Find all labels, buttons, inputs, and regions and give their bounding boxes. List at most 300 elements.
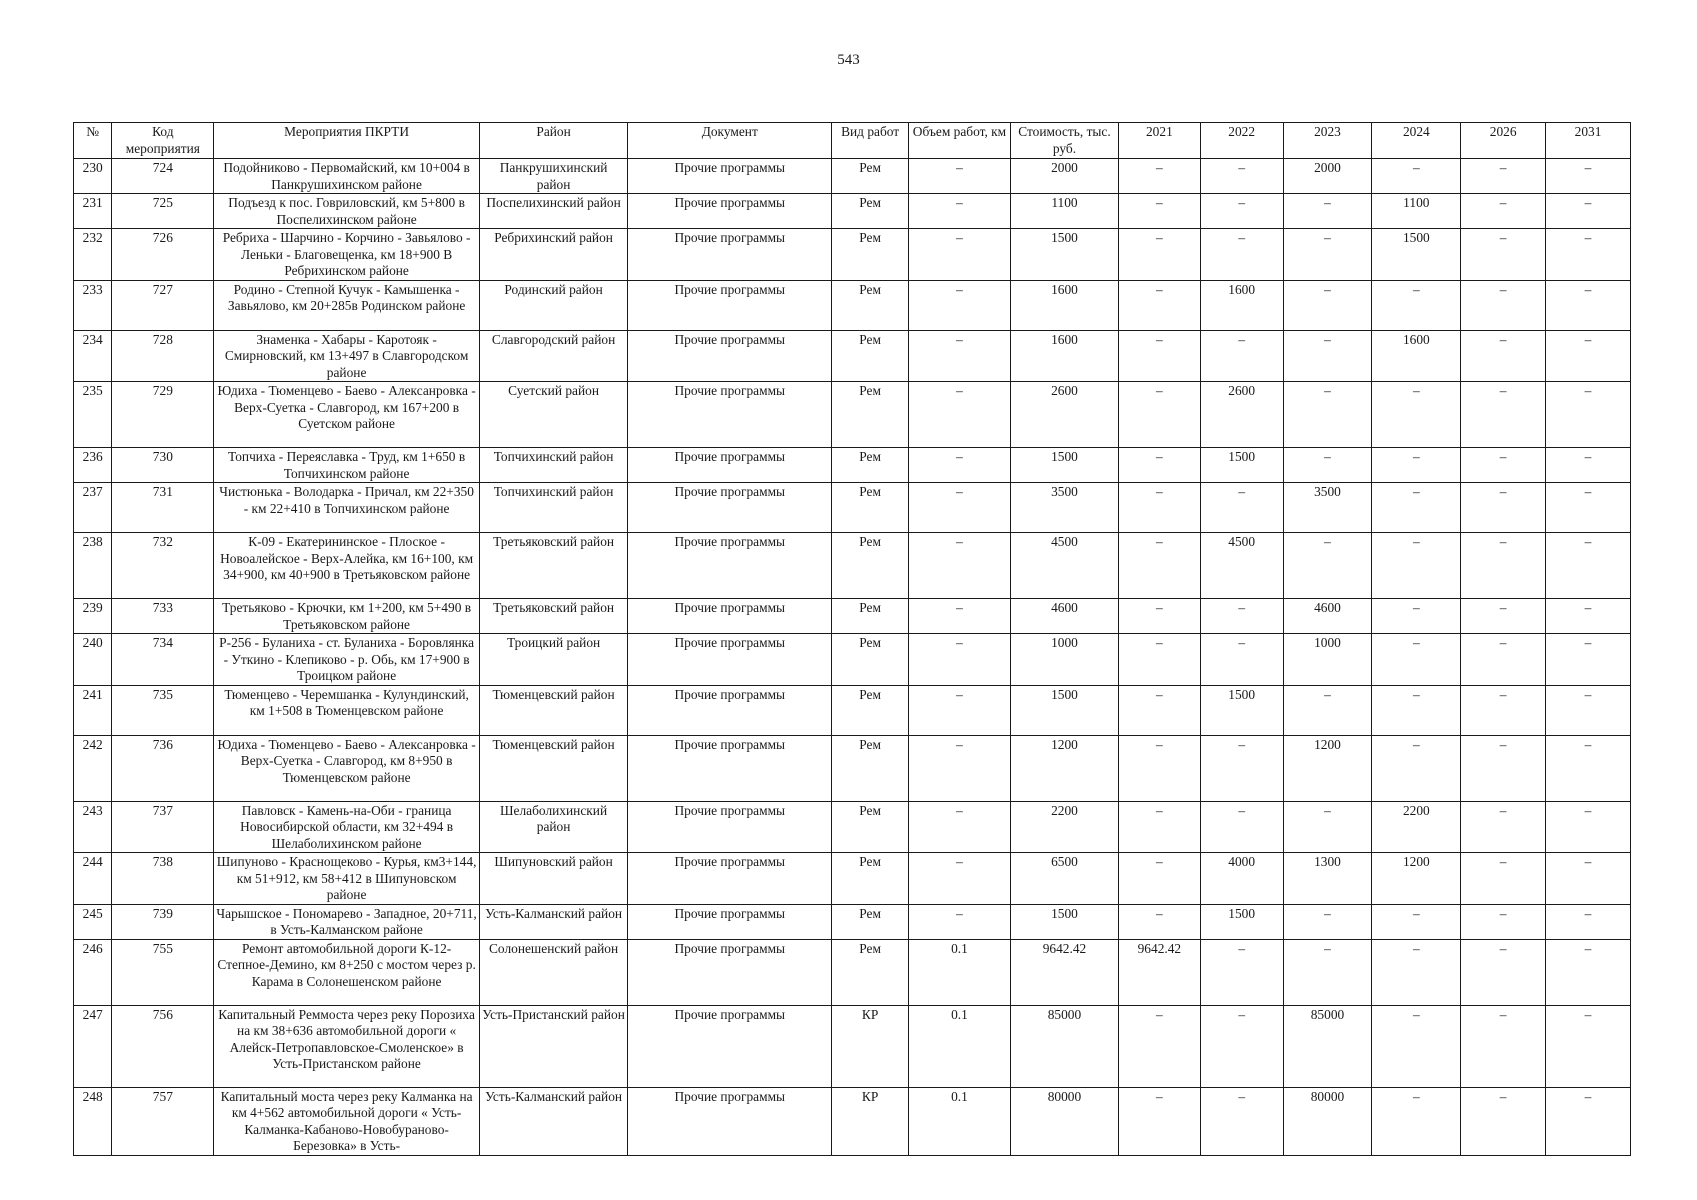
- value-2022-cell: –: [1200, 634, 1283, 686]
- work-type-cell: Рем: [832, 229, 909, 281]
- value-2031-cell: –: [1546, 1087, 1631, 1155]
- document-cell: Прочие программы: [628, 280, 832, 330]
- value-2026-cell: –: [1461, 1005, 1546, 1087]
- cost-cell: 1100: [1010, 194, 1118, 229]
- table-row: [74, 483, 1631, 533]
- table-body: [74, 159, 1631, 1156]
- work-volume-cell: –: [908, 229, 1010, 281]
- work-volume-cell: –: [908, 735, 1010, 801]
- page-number: 543: [837, 52, 860, 68]
- work-type-cell: Рем: [832, 685, 909, 735]
- cost-cell: 4600: [1010, 599, 1118, 634]
- value-2026-cell: –: [1461, 735, 1546, 801]
- cost-cell: 2000: [1010, 159, 1118, 194]
- measure-name-cell: Капитальный моста через реку Калманка на км 4+562 автомобильной дороги « Усть-Калманка-Кабаново-Новобураново-Березовка» в Усть-: [214, 1087, 480, 1155]
- work-type-cell: Рем: [832, 599, 909, 634]
- value-2024-cell: 1500: [1372, 229, 1461, 281]
- value-2022-cell: 1600: [1200, 280, 1283, 330]
- work-volume-cell: 0.1: [908, 939, 1010, 1005]
- value-2026-cell: –: [1461, 685, 1546, 735]
- work-type-cell: Рем: [832, 853, 909, 905]
- table-row: [74, 904, 1631, 939]
- work-type-cell: Рем: [832, 735, 909, 801]
- value-2022-cell: –: [1200, 194, 1283, 229]
- measure-code-cell: 729: [112, 382, 214, 448]
- row-number-cell: 230: [74, 159, 112, 194]
- value-2024-cell: 1100: [1372, 194, 1461, 229]
- document-cell: Прочие программы: [628, 634, 832, 686]
- cost-cell: 3500: [1010, 483, 1118, 533]
- row-number-cell: 239: [74, 599, 112, 634]
- work-volume-cell: –: [908, 280, 1010, 330]
- measure-name-cell: Тюменцево - Черемшанка - Кулундинский, км 1+508 в Тюменцевском районе: [214, 685, 480, 735]
- measure-name-cell: Юдиха - Тюменцево - Баево - Алексанровка - Верх-Суетка - Славгород, км 8+950 в Тюменцевском районе: [214, 735, 480, 801]
- value-2022-cell: –: [1200, 483, 1283, 533]
- work-volume-cell: –: [908, 801, 1010, 853]
- row-number-cell: 245: [74, 904, 112, 939]
- value-2026-cell: –: [1461, 159, 1546, 194]
- measure-name-cell: К-09 - Екатерининское - Плоское - Новоалейское - Верх-Алейка, км 16+100, км 34+900, км 40+900 в Третьяковском районе: [214, 533, 480, 599]
- value-2026-cell: –: [1461, 939, 1546, 1005]
- value-2026-cell: –: [1461, 801, 1546, 853]
- value-2023-cell: –: [1283, 448, 1372, 483]
- district-cell: Панкрушихинский район: [479, 159, 627, 194]
- district-cell: Ребрихинский район: [479, 229, 627, 281]
- document-cell: Прочие программы: [628, 853, 832, 905]
- value-2021-cell: –: [1118, 634, 1200, 686]
- district-cell: Славгородский район: [479, 330, 627, 382]
- row-number-cell: 240: [74, 634, 112, 686]
- work-type-cell: Рем: [832, 634, 909, 686]
- document-cell: Прочие программы: [628, 229, 832, 281]
- district-cell: Топчихинский район: [479, 448, 627, 483]
- work-volume-cell: –: [908, 853, 1010, 905]
- measure-code-cell: 756: [112, 1005, 214, 1087]
- value-2026-cell: –: [1461, 599, 1546, 634]
- cost-cell: 9642.42: [1010, 939, 1118, 1005]
- value-2024-cell: –: [1372, 634, 1461, 686]
- measure-name-cell: Третьяково - Крючки, км 1+200, км 5+490 в Третьяковском районе: [214, 599, 480, 634]
- table-row: [74, 599, 1631, 634]
- document-cell: Прочие программы: [628, 159, 832, 194]
- cost-cell: 2600: [1010, 382, 1118, 448]
- district-cell: Усть-Калманский район: [479, 1087, 627, 1155]
- measure-name-cell: Подойниково - Первомайский, км 10+004 в Панкрушихинском районе: [214, 159, 480, 194]
- district-cell: Третьяковский район: [479, 599, 627, 634]
- value-2021-cell: –: [1118, 280, 1200, 330]
- value-2021-cell: –: [1118, 1087, 1200, 1155]
- cost-cell: 1500: [1010, 685, 1118, 735]
- value-2022-cell: –: [1200, 939, 1283, 1005]
- measure-code-cell: 732: [112, 533, 214, 599]
- value-2024-cell: 1200: [1372, 853, 1461, 905]
- district-cell: Солонешенский район: [479, 939, 627, 1005]
- cost-cell: 1500: [1010, 229, 1118, 281]
- value-2023-cell: 1200: [1283, 735, 1372, 801]
- value-2023-cell: –: [1283, 685, 1372, 735]
- measure-code-cell: 733: [112, 599, 214, 634]
- value-2021-cell: –: [1118, 801, 1200, 853]
- work-volume-cell: –: [908, 159, 1010, 194]
- measure-name-cell: Родино - Степной Кучук - Камышенка - Завьялово, км 20+285в Родинском районе: [214, 280, 480, 330]
- work-volume-cell: –: [908, 533, 1010, 599]
- value-2024-cell: –: [1372, 599, 1461, 634]
- value-2021-cell: –: [1118, 533, 1200, 599]
- row-number-cell: 241: [74, 685, 112, 735]
- value-2023-cell: –: [1283, 904, 1372, 939]
- value-2024-cell: –: [1372, 159, 1461, 194]
- district-cell: Топчихинский район: [479, 483, 627, 533]
- measure-code-cell: 737: [112, 801, 214, 853]
- cost-cell: 1500: [1010, 904, 1118, 939]
- value-2021-cell: –: [1118, 194, 1200, 229]
- table-row: [74, 735, 1631, 801]
- cost-cell: 6500: [1010, 853, 1118, 905]
- district-cell: Тюменцевский район: [479, 735, 627, 801]
- value-2021-cell: –: [1118, 483, 1200, 533]
- value-2023-cell: –: [1283, 194, 1372, 229]
- document-cell: Прочие программы: [628, 382, 832, 448]
- value-2024-cell: –: [1372, 735, 1461, 801]
- header-measure: Мероприятия ПКРТИ: [214, 123, 480, 159]
- measure-code-cell: 727: [112, 280, 214, 330]
- table-row: [74, 229, 1631, 281]
- row-number-cell: 236: [74, 448, 112, 483]
- value-2031-cell: –: [1546, 599, 1631, 634]
- value-2023-cell: 80000: [1283, 1087, 1372, 1155]
- district-cell: Тюменцевский район: [479, 685, 627, 735]
- cost-cell: 1500: [1010, 448, 1118, 483]
- table-row: [74, 330, 1631, 382]
- value-2021-cell: –: [1118, 853, 1200, 905]
- measure-name-cell: Юдиха - Тюменцево - Баево - Алексанровка - Верх-Суетка - Славгород, км 167+200 в Суетском районе: [214, 382, 480, 448]
- header-row: [74, 123, 1631, 159]
- cost-cell: 1000: [1010, 634, 1118, 686]
- cost-cell: 4500: [1010, 533, 1118, 599]
- work-type-cell: Рем: [832, 159, 909, 194]
- value-2031-cell: –: [1546, 634, 1631, 686]
- value-2021-cell: –: [1118, 382, 1200, 448]
- value-2031-cell: –: [1546, 533, 1631, 599]
- work-type-cell: Рем: [832, 382, 909, 448]
- value-2026-cell: –: [1461, 634, 1546, 686]
- measure-name-cell: Чарышское - Пономарево - Западное, 20+711, в Усть-Калманском районе: [214, 904, 480, 939]
- value-2023-cell: 1300: [1283, 853, 1372, 905]
- document-cell: Прочие программы: [628, 448, 832, 483]
- value-2026-cell: –: [1461, 533, 1546, 599]
- document-cell: Прочие программы: [628, 904, 832, 939]
- value-2031-cell: –: [1546, 194, 1631, 229]
- table-row: [74, 448, 1631, 483]
- value-2024-cell: –: [1372, 483, 1461, 533]
- value-2031-cell: –: [1546, 735, 1631, 801]
- header-year-2024: 2024: [1372, 123, 1461, 159]
- work-type-cell: КР: [832, 1087, 909, 1155]
- value-2026-cell: –: [1461, 194, 1546, 229]
- row-number-cell: 232: [74, 229, 112, 281]
- value-2024-cell: –: [1372, 1005, 1461, 1087]
- value-2024-cell: 1600: [1372, 330, 1461, 382]
- value-2021-cell: –: [1118, 904, 1200, 939]
- value-2026-cell: –: [1461, 448, 1546, 483]
- cost-cell: 1200: [1010, 735, 1118, 801]
- district-cell: Усть-Пристанский район: [479, 1005, 627, 1087]
- value-2031-cell: –: [1546, 330, 1631, 382]
- document-cell: Прочие программы: [628, 1005, 832, 1087]
- value-2024-cell: –: [1372, 382, 1461, 448]
- header-year-2023: 2023: [1283, 123, 1372, 159]
- measure-code-cell: 726: [112, 229, 214, 281]
- table-row: [74, 280, 1631, 330]
- header-year-2021: 2021: [1118, 123, 1200, 159]
- value-2026-cell: –: [1461, 483, 1546, 533]
- measure-name-cell: Капитальный Реммоста через реку Порозиха на км 38+636 автомобильной дороги « Алейск-Петропавловское-Смоленское» в Усть-Пристанском районе: [214, 1005, 480, 1087]
- value-2031-cell: –: [1546, 159, 1631, 194]
- document-cell: Прочие программы: [628, 533, 832, 599]
- document-cell: Прочие программы: [628, 599, 832, 634]
- table-row: [74, 685, 1631, 735]
- work-volume-cell: –: [908, 330, 1010, 382]
- measure-code-cell: 757: [112, 1087, 214, 1155]
- value-2024-cell: –: [1372, 1087, 1461, 1155]
- row-number-cell: 231: [74, 194, 112, 229]
- cost-cell: 85000: [1010, 1005, 1118, 1087]
- row-number-cell: 248: [74, 1087, 112, 1155]
- measure-name-cell: Ребриха - Шарчино - Корчино - Завьялово - Леньки - Благовещенка, км 18+900 В Ребрихинском районе: [214, 229, 480, 281]
- work-volume-cell: 0.1: [908, 1087, 1010, 1155]
- row-number-cell: 242: [74, 735, 112, 801]
- row-number-cell: 246: [74, 939, 112, 1005]
- value-2023-cell: 3500: [1283, 483, 1372, 533]
- work-type-cell: КР: [832, 1005, 909, 1087]
- district-cell: Суетский район: [479, 382, 627, 448]
- measure-name-cell: Ремонт автомобильной дороги К-12-Степное-Демино, км 8+250 с мостом через р. Карама в Солонешенском районе: [214, 939, 480, 1005]
- header-year-2031: 2031: [1546, 123, 1631, 159]
- table-row: [74, 159, 1631, 194]
- value-2022-cell: –: [1200, 330, 1283, 382]
- work-volume-cell: –: [908, 194, 1010, 229]
- value-2022-cell: 2600: [1200, 382, 1283, 448]
- value-2022-cell: –: [1200, 599, 1283, 634]
- value-2031-cell: –: [1546, 801, 1631, 853]
- row-number-cell: 238: [74, 533, 112, 599]
- work-type-cell: Рем: [832, 448, 909, 483]
- measure-code-cell: 738: [112, 853, 214, 905]
- row-number-cell: 247: [74, 1005, 112, 1087]
- table-row: [74, 634, 1631, 686]
- work-type-cell: Рем: [832, 801, 909, 853]
- value-2023-cell: 85000: [1283, 1005, 1372, 1087]
- value-2031-cell: –: [1546, 939, 1631, 1005]
- value-2026-cell: –: [1461, 229, 1546, 281]
- value-2026-cell: –: [1461, 904, 1546, 939]
- header-document: Документ: [628, 123, 832, 159]
- work-type-cell: Рем: [832, 194, 909, 229]
- value-2021-cell: –: [1118, 1005, 1200, 1087]
- cost-cell: 2200: [1010, 801, 1118, 853]
- value-2024-cell: –: [1372, 939, 1461, 1005]
- work-volume-cell: 0.1: [908, 1005, 1010, 1087]
- work-type-cell: Рем: [832, 330, 909, 382]
- value-2022-cell: –: [1200, 801, 1283, 853]
- table-row: [74, 853, 1631, 905]
- value-2026-cell: –: [1461, 280, 1546, 330]
- measure-name-cell: Подъезд к пос. Говриловский, км 5+800 в Поспелихинском районе: [214, 194, 480, 229]
- table-row: [74, 1087, 1631, 1155]
- value-2023-cell: –: [1283, 229, 1372, 281]
- value-2022-cell: –: [1200, 1087, 1283, 1155]
- document-cell: Прочие программы: [628, 194, 832, 229]
- measure-code-cell: 724: [112, 159, 214, 194]
- document-cell: Прочие программы: [628, 685, 832, 735]
- row-number-cell: 233: [74, 280, 112, 330]
- row-number-cell: 234: [74, 330, 112, 382]
- measure-name-cell: Чистюнька - Володарка - Причал, км 22+350 - км 22+410 в Топчихинском районе: [214, 483, 480, 533]
- district-cell: Шипуновский район: [479, 853, 627, 905]
- value-2023-cell: 1000: [1283, 634, 1372, 686]
- measure-code-cell: 728: [112, 330, 214, 382]
- cost-cell: 1600: [1010, 330, 1118, 382]
- value-2023-cell: –: [1283, 801, 1372, 853]
- value-2023-cell: 4600: [1283, 599, 1372, 634]
- value-2022-cell: 4500: [1200, 533, 1283, 599]
- value-2021-cell: –: [1118, 599, 1200, 634]
- work-type-cell: Рем: [832, 280, 909, 330]
- value-2023-cell: –: [1283, 533, 1372, 599]
- value-2023-cell: –: [1283, 330, 1372, 382]
- value-2023-cell: 2000: [1283, 159, 1372, 194]
- measure-code-cell: 730: [112, 448, 214, 483]
- measure-code-cell: 731: [112, 483, 214, 533]
- measure-name-cell: Топчиха - Переяславка - Труд, км 1+650 в Топчихинском районе: [214, 448, 480, 483]
- work-volume-cell: –: [908, 483, 1010, 533]
- work-volume-cell: –: [908, 599, 1010, 634]
- work-volume-cell: –: [908, 382, 1010, 448]
- value-2031-cell: –: [1546, 685, 1631, 735]
- district-cell: Усть-Калманский район: [479, 904, 627, 939]
- value-2021-cell: –: [1118, 159, 1200, 194]
- work-volume-cell: –: [908, 685, 1010, 735]
- value-2022-cell: 4000: [1200, 853, 1283, 905]
- header-number: №: [74, 123, 112, 159]
- value-2021-cell: –: [1118, 735, 1200, 801]
- value-2031-cell: –: [1546, 483, 1631, 533]
- value-2024-cell: –: [1372, 904, 1461, 939]
- document-cell: Прочие программы: [628, 1087, 832, 1155]
- value-2024-cell: –: [1372, 448, 1461, 483]
- work-volume-cell: –: [908, 634, 1010, 686]
- work-volume-cell: –: [908, 904, 1010, 939]
- value-2024-cell: –: [1372, 533, 1461, 599]
- table-row: [74, 801, 1631, 853]
- value-2031-cell: –: [1546, 448, 1631, 483]
- row-number-cell: 237: [74, 483, 112, 533]
- measure-code-cell: 734: [112, 634, 214, 686]
- work-type-cell: Рем: [832, 483, 909, 533]
- value-2026-cell: –: [1461, 1087, 1546, 1155]
- district-cell: Третьяковский район: [479, 533, 627, 599]
- value-2022-cell: –: [1200, 159, 1283, 194]
- value-2026-cell: –: [1461, 330, 1546, 382]
- value-2021-cell: –: [1118, 330, 1200, 382]
- work-type-cell: Рем: [832, 904, 909, 939]
- value-2026-cell: –: [1461, 853, 1546, 905]
- measure-code-cell: 755: [112, 939, 214, 1005]
- value-2021-cell: –: [1118, 685, 1200, 735]
- measure-name-cell: Шипуново - Краснощеково - Курья, км3+144, км 51+912, км 58+412 в Шипуновском районе: [214, 853, 480, 905]
- value-2022-cell: 1500: [1200, 448, 1283, 483]
- district-cell: Поспелихинский район: [479, 194, 627, 229]
- value-2024-cell: –: [1372, 280, 1461, 330]
- work-type-cell: Рем: [832, 533, 909, 599]
- work-type-cell: Рем: [832, 939, 909, 1005]
- document-cell: Прочие программы: [628, 330, 832, 382]
- value-2021-cell: 9642.42: [1118, 939, 1200, 1005]
- document-cell: Прочие программы: [628, 735, 832, 801]
- district-cell: Троицкий район: [479, 634, 627, 686]
- value-2024-cell: 2200: [1372, 801, 1461, 853]
- value-2021-cell: –: [1118, 229, 1200, 281]
- header-district: Район: [479, 123, 627, 159]
- header-cost: Стоимость, тыс. руб.: [1010, 123, 1118, 159]
- header-year-2022: 2022: [1200, 123, 1283, 159]
- table-row: [74, 382, 1631, 448]
- value-2031-cell: –: [1546, 853, 1631, 905]
- program-table: [73, 122, 1631, 1156]
- value-2023-cell: –: [1283, 382, 1372, 448]
- value-2031-cell: –: [1546, 904, 1631, 939]
- district-cell: Родинский район: [479, 280, 627, 330]
- cost-cell: 80000: [1010, 1087, 1118, 1155]
- work-volume-cell: –: [908, 448, 1010, 483]
- table-row: [74, 194, 1631, 229]
- measure-code-cell: 736: [112, 735, 214, 801]
- document-cell: Прочие программы: [628, 939, 832, 1005]
- table-row: [74, 1005, 1631, 1087]
- row-number-cell: 243: [74, 801, 112, 853]
- value-2023-cell: –: [1283, 280, 1372, 330]
- header-code: Код мероприятия: [112, 123, 214, 159]
- measure-name-cell: Р-256 - Буланиха - ст. Буланиха - Боровлянка - Уткино - Клепиково - р. Обь, км 17+900 в Троицком районе: [214, 634, 480, 686]
- value-2031-cell: –: [1546, 382, 1631, 448]
- value-2022-cell: –: [1200, 735, 1283, 801]
- row-number-cell: 244: [74, 853, 112, 905]
- header-work-type: Вид работ: [832, 123, 909, 159]
- document-cell: Прочие программы: [628, 483, 832, 533]
- value-2022-cell: –: [1200, 229, 1283, 281]
- table-row: [74, 939, 1631, 1005]
- document-cell: Прочие программы: [628, 801, 832, 853]
- table-row: [74, 533, 1631, 599]
- value-2024-cell: –: [1372, 685, 1461, 735]
- value-2031-cell: –: [1546, 229, 1631, 281]
- cost-cell: 1600: [1010, 280, 1118, 330]
- measure-code-cell: 725: [112, 194, 214, 229]
- value-2026-cell: –: [1461, 382, 1546, 448]
- value-2022-cell: –: [1200, 1005, 1283, 1087]
- value-2031-cell: –: [1546, 1005, 1631, 1087]
- value-2023-cell: –: [1283, 939, 1372, 1005]
- value-2021-cell: –: [1118, 448, 1200, 483]
- district-cell: Шелаболихинский район: [479, 801, 627, 853]
- measure-name-cell: Павловск - Камень-на-Оби - граница Новосибирской области, км 32+494 в Шелаболихинском районе: [214, 801, 480, 853]
- header-work-volume: Объем работ, км: [908, 123, 1010, 159]
- value-2022-cell: 1500: [1200, 685, 1283, 735]
- value-2022-cell: 1500: [1200, 904, 1283, 939]
- header-year-2026: 2026: [1461, 123, 1546, 159]
- measure-name-cell: Знаменка - Хабары - Каротояк - Смирновский, км 13+497 в Славгородском районе: [214, 330, 480, 382]
- measure-code-cell: 735: [112, 685, 214, 735]
